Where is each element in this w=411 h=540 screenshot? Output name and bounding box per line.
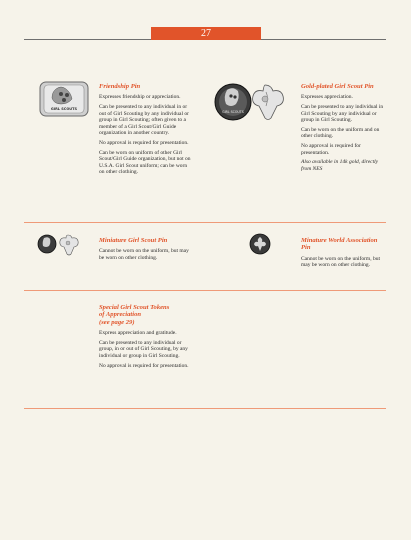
miniature-girl-scout-pin-image — [36, 232, 80, 256]
miniature-girl-scout-pin-entry — [99, 237, 191, 262]
entry-paragraph: Can be presented to any individual or group, in or out of Girl Scouting, by any individual or group in Girl Scouting. — [99, 339, 188, 359]
entry-paragraph: Can be worn on the uniform and on other clothing. — [301, 126, 380, 140]
entry-paragraph: Express appreciation and gratitude. — [99, 330, 177, 337]
gold-plated-pin-entry — [301, 83, 387, 172]
section-divider — [24, 222, 386, 223]
gold-plated-pin-image — [212, 80, 287, 124]
entry-paragraph: Can be worn on uniform of other Girl Scout/Girl Guide organization, but not on U.S.A. Girl Scout uniform; can be worn on other clothing. — [99, 149, 191, 176]
friendship-pin-label: GIRL SCOUTS — [50, 107, 78, 111]
entry-paragraph: No approval is required for presentation. — [99, 362, 189, 369]
entry-note: Also available in 14k gold, directly from NES — [301, 159, 379, 172]
entry-title: Minature World Association Pin — [301, 237, 378, 252]
entry-title: Friendship Pin — [99, 83, 141, 90]
entry-title: Special Girl Scout Tokens of Appreciation (see page 29) — [99, 304, 170, 326]
gold-plated-pin-label: GIRL SCOUTS — [222, 110, 244, 114]
entry-title: Miniature Girl Scout Pin — [99, 237, 168, 244]
world-association-pin-image — [249, 233, 271, 255]
entry-paragraph: No approval is required for presentation. — [99, 139, 189, 146]
entry-paragraph: No approval is required for presentation. — [301, 142, 361, 156]
entry-paragraph: Expresses appreciation. — [301, 94, 353, 101]
world-association-pin-entry — [301, 237, 387, 269]
entry-paragraph: Can be presented to any individual in Girl Scouting by any individual or group in Girl Scouting. — [301, 104, 384, 124]
friendship-pin-image — [39, 81, 89, 117]
entry-paragraph: Cannot be worn on the uniform, but may be worn on other clothing. — [301, 255, 380, 269]
entry-title: Gold-plated Girl Scout Pin — [301, 83, 374, 90]
section-divider — [24, 408, 386, 409]
entry-paragraph: Can be presented to any individual in or out of Girl Scouting by any individual or group in Girl Scouting; often given to a member of a Girl Scout/Girl Guide organization in another country. — [99, 104, 189, 137]
section-divider — [24, 290, 386, 291]
entry-paragraph: Cannot be worn on the uniform, but may be worn on other clothing. — [99, 248, 189, 261]
entry-paragraph: Expresses friendship or appreciation. — [99, 94, 181, 101]
page-number: 27 — [151, 27, 261, 40]
friendship-pin-entry — [99, 83, 191, 176]
special-tokens-entry — [99, 304, 191, 369]
